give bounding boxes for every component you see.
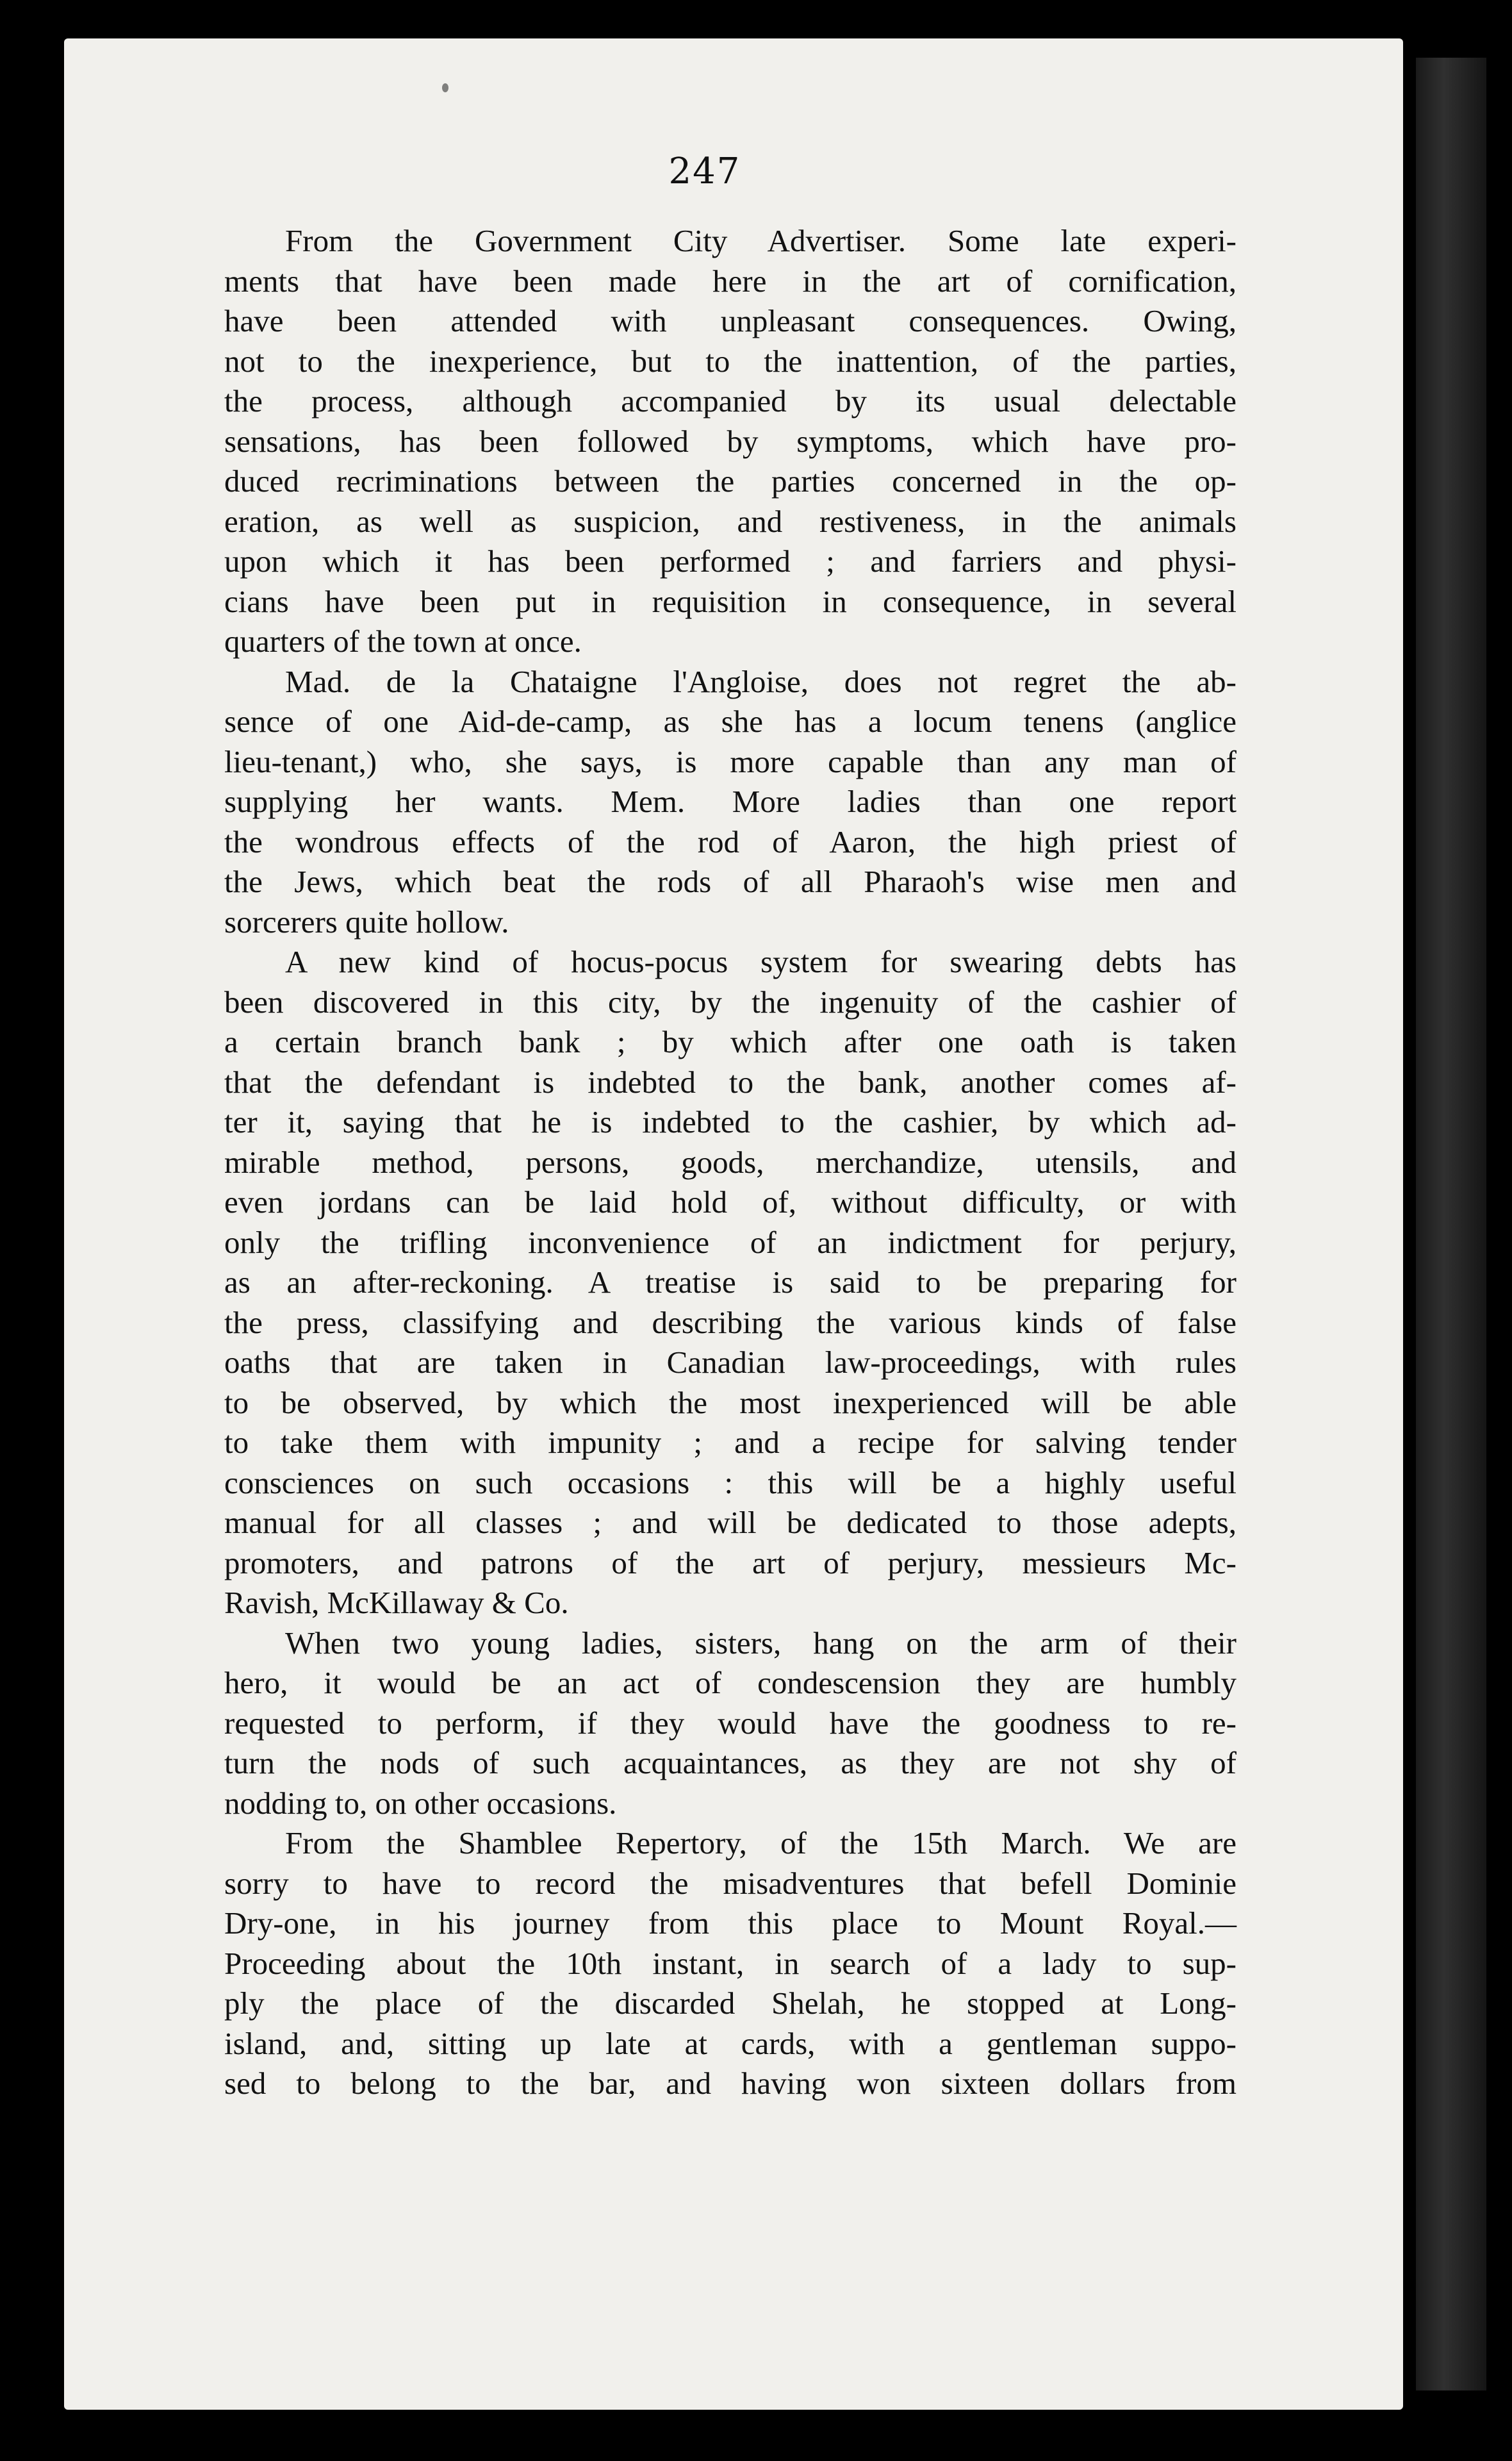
text-line: supplying her wants. Mem. More ladies than one report	[224, 784, 1237, 819]
text-line: requested to perform, if they would have the goodness to re-	[224, 1705, 1237, 1741]
text-line: nodding to, on other occasions.	[224, 1785, 617, 1821]
text-line: manual for all classes ; and will be dedicated to those adepts,	[224, 1505, 1237, 1540]
ink-smudge	[442, 83, 448, 92]
text-line: ply the place of the discarded Shelah, he stopped at Long-	[224, 1985, 1237, 2021]
text-line: mirable method, persons, goods, merchandize, utensils, and	[224, 1144, 1237, 1180]
text-line: lieu-tenant,) who, she says, is more capable than any man of	[224, 743, 1237, 779]
text-line: Dry-one, in his journey from this place to Mount Royal.—	[224, 1905, 1237, 1941]
text-line: a certain branch bank ; by which after one oath is taken	[224, 1024, 1237, 1059]
text-line: upon which it has been performed ; and farriers and physi-	[224, 543, 1237, 579]
text-line: to take them with impunity ; and a recipe for salving tender	[224, 1425, 1237, 1460]
paragraph-hocus-pocus	[224, 942, 1237, 1623]
text-line: have been attended with unpleasant consequences. Owing,	[224, 303, 1237, 338]
text-line: turn the nods of such acquaintances, as they are not shy of	[224, 1745, 1237, 1780]
text-line: eration, as well as suspicion, and restiveness, in the animals	[224, 503, 1237, 539]
text-line: sence of one Aid-de-camp, as she has a locum tenens (anglice	[224, 704, 1237, 739]
text-line: the process, although accompanied by its usual delectable	[224, 383, 1237, 418]
page-number: 247	[668, 151, 741, 192]
text-line: From the Government City Advertiser. Some late experi-	[285, 223, 1237, 258]
text-line: been discovered in this city, by the ingenuity of the cashier of	[224, 984, 1237, 1020]
text-line: the press, classifying and describing the various kinds of false	[224, 1304, 1237, 1340]
text-line: duced recriminations between the parties concerned in the op-	[224, 463, 1237, 499]
text-line: that the defendant is indebted to the bank, another comes af-	[224, 1064, 1237, 1100]
text-line: the Jews, which beat the rods of all Pharaoh's wise men and	[224, 864, 1237, 899]
paragraph-shamblee-repertory	[224, 1823, 1237, 2104]
text-line: sensations, has been followed by symptoms, which have pro-	[224, 423, 1237, 459]
text-line: not to the inexperience, but to the inattention, of the parties,	[224, 343, 1237, 379]
text-line: ments that have been made here in the art of cornification,	[224, 263, 1237, 299]
book-spine-edge	[1416, 58, 1486, 2391]
text-line: oaths that are taken in Canadian law-proceedings, with rules	[224, 1345, 1237, 1380]
text-line: even jordans can be laid hold of, without difficulty, or with	[224, 1184, 1237, 1220]
text-line: promoters, and patrons of the art of perjury, messieurs Mc-	[224, 1545, 1237, 1580]
text-line: ter it, saying that he is indebted to the cashier, by which ad-	[224, 1104, 1237, 1139]
text-line: only the trifling inconvenience of an indictment for perjury,	[224, 1224, 1237, 1260]
text-line: sorry to have to record the misadventures that befell Dominie	[224, 1865, 1237, 1901]
text-line: hero, it would be an act of condescension they are humbly	[224, 1665, 1237, 1700]
text-line: cians have been put in requisition in consequence, in several	[224, 583, 1237, 619]
text-line: consciences on such occasions : this will be a highly useful	[224, 1464, 1237, 1500]
text-line: When two young ladies, sisters, hang on the arm of their	[285, 1625, 1237, 1661]
paragraph-chataigne	[224, 662, 1237, 943]
text-line: Mad. de la Chataigne l'Angloise, does not regret the ab-	[285, 663, 1237, 699]
text-line: sed to belong to the bar, and having won sixteen dollars from	[224, 2066, 1237, 2101]
text-line: the wondrous effects of the rod of Aaron, the high priest of	[224, 824, 1237, 859]
text-line: as an after-reckoning. A treatise is said to be preparing for	[224, 1264, 1237, 1300]
text-line: quarters of the town at once.	[224, 624, 582, 659]
book-page	[64, 38, 1403, 2410]
page-text	[224, 221, 1237, 2104]
paragraph-government-advertiser	[224, 221, 1237, 662]
text-line: Ravish, McKillaway & Co.	[224, 1585, 569, 1620]
text-line: sorcerers quite hollow.	[224, 904, 509, 940]
text-line: From the Shamblee Repertory, of the 15th March. We are	[285, 1825, 1237, 1860]
text-line: to be observed, by which the most inexperienced will be able	[224, 1384, 1237, 1420]
text-line: Proceeding about the 10th instant, in search of a lady to sup-	[224, 1945, 1237, 1981]
text-line: island, and, sitting up late at cards, with a gentleman suppo-	[224, 2025, 1237, 2061]
paragraph-two-young-ladies	[224, 1623, 1237, 1824]
text-line: A new kind of hocus-pocus system for swearing debts has	[285, 944, 1237, 979]
